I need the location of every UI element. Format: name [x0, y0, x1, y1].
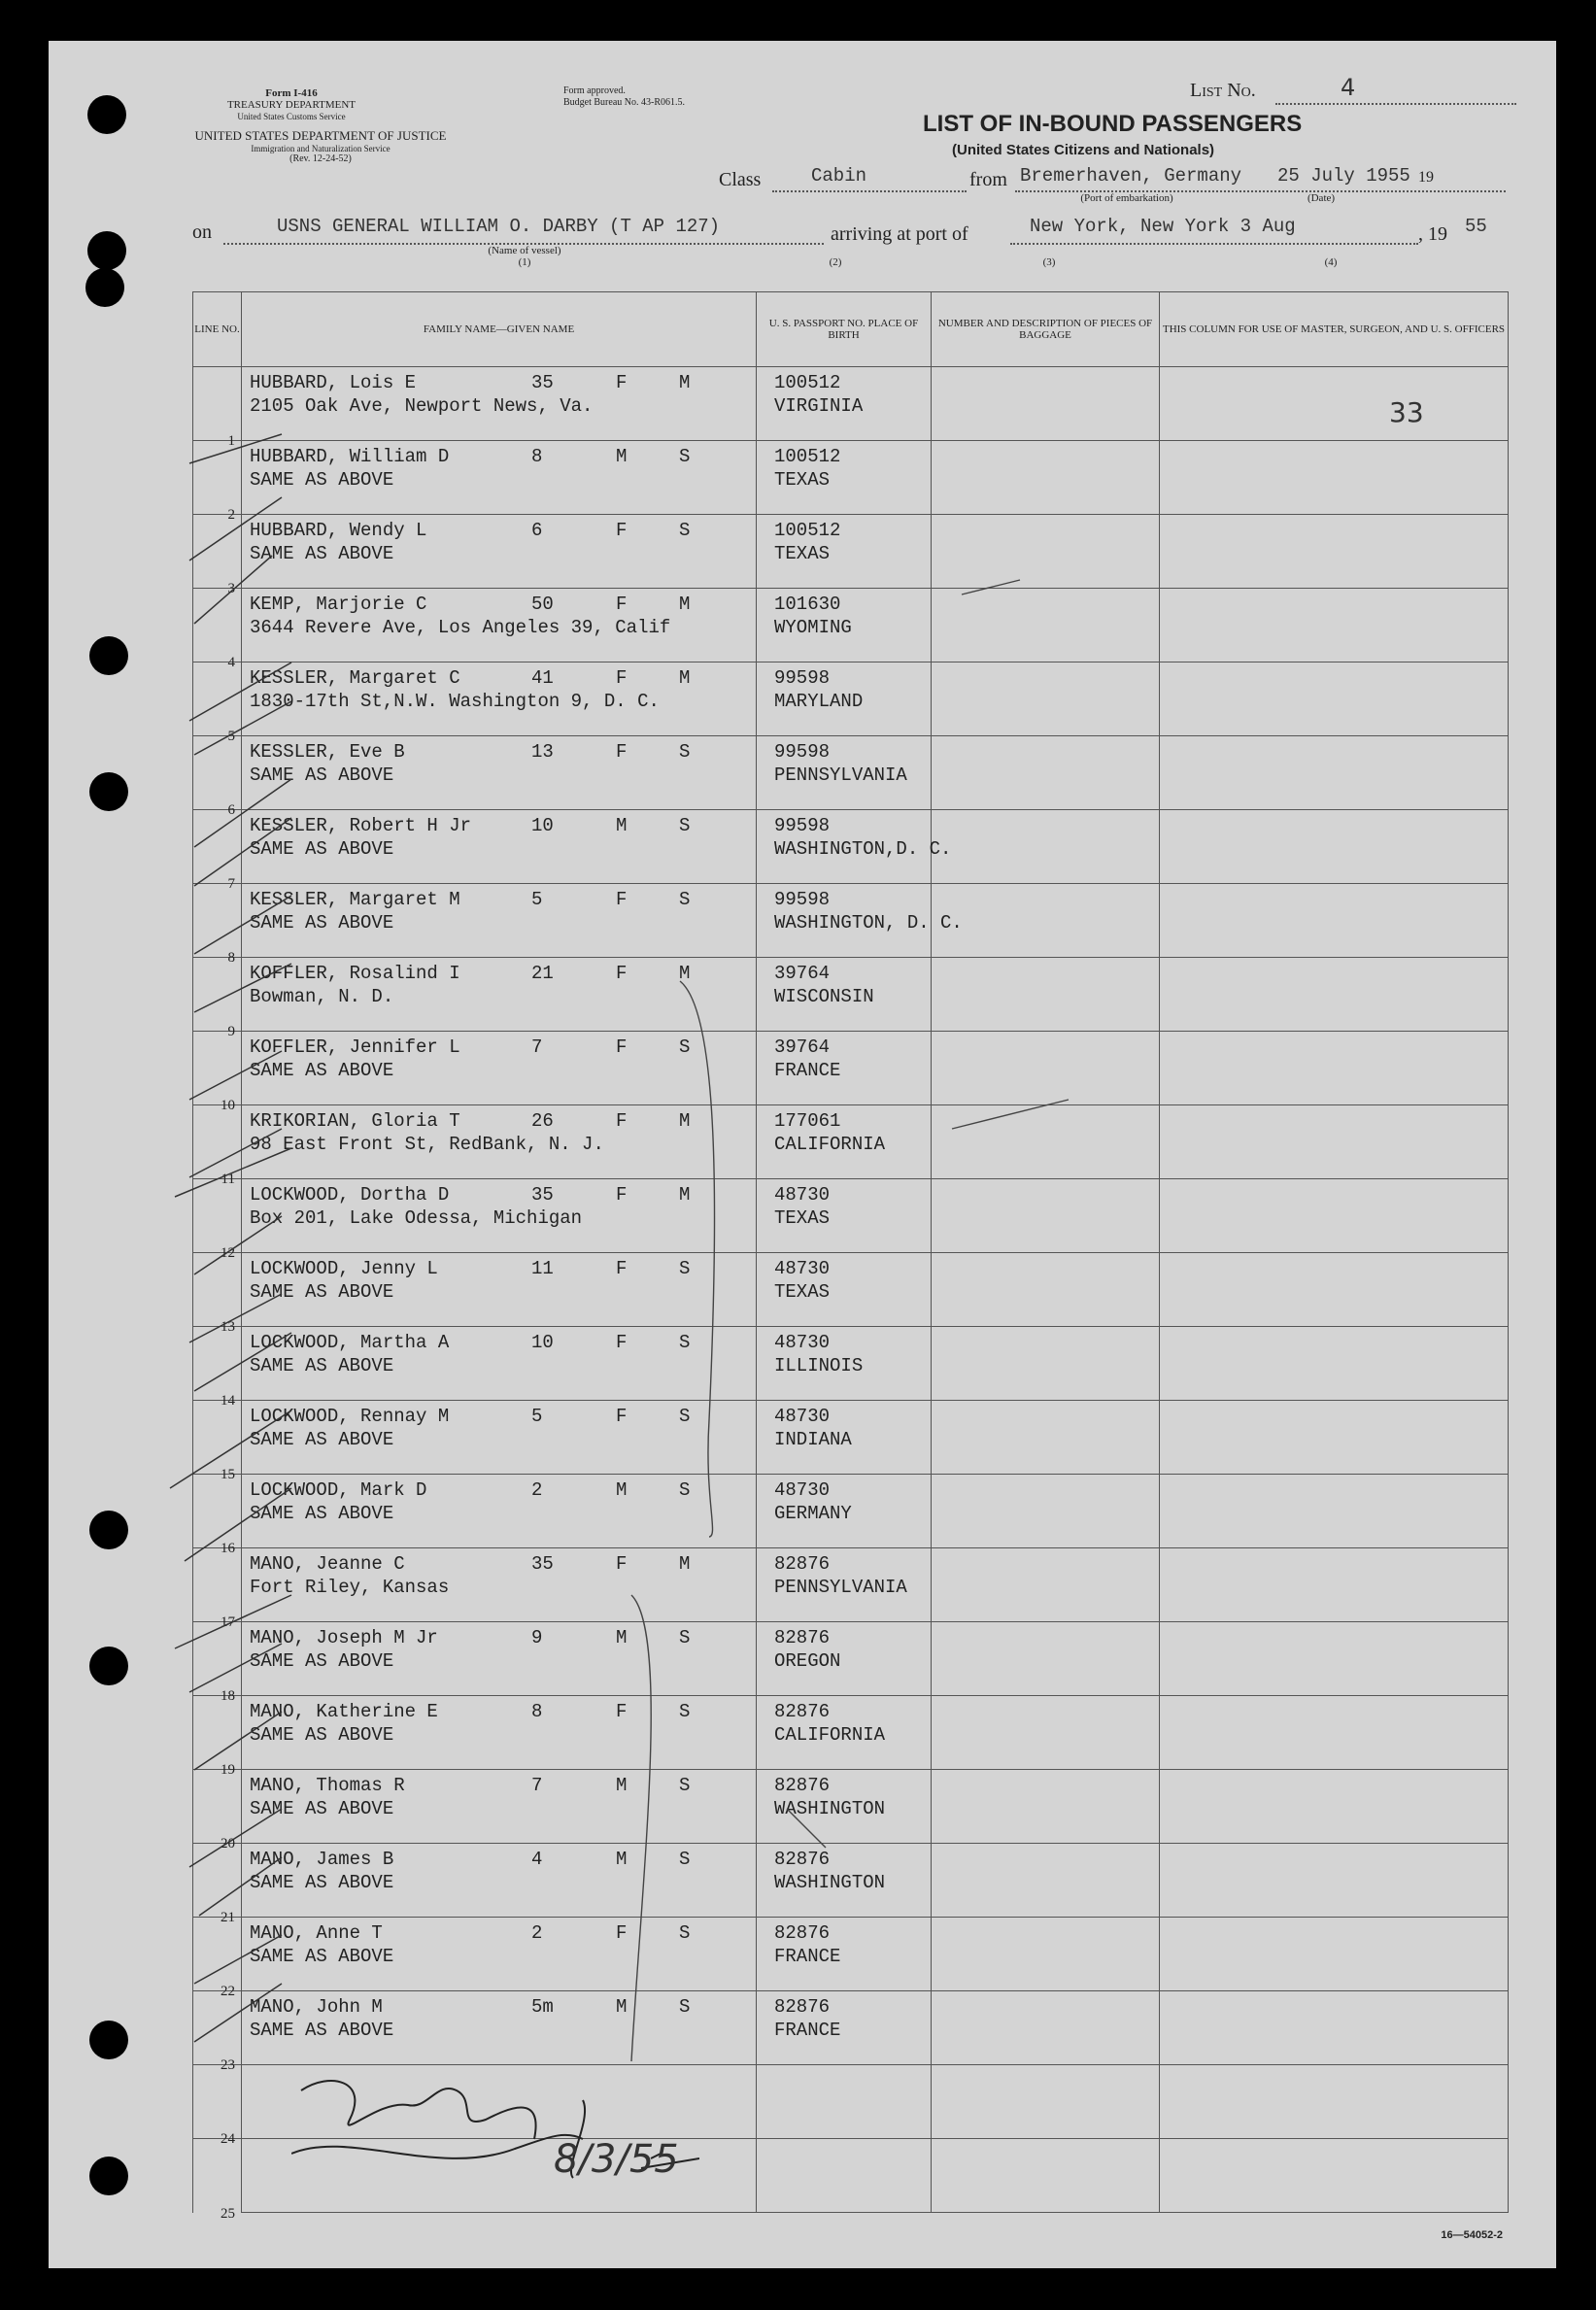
officer-note: 33: [1389, 396, 1424, 428]
line-number: 18: [221, 1688, 235, 1704]
passenger-marital-status: M: [679, 1184, 691, 1206]
passenger-age: 7: [531, 1775, 543, 1796]
passenger-sex: F: [616, 741, 628, 763]
passenger-age: 9: [531, 1627, 543, 1648]
passenger-marital-status: S: [679, 1701, 691, 1722]
place-of-birth: PENNSYLVANIA: [774, 1577, 907, 1598]
passport-number: 39764: [774, 963, 831, 984]
passenger-sex: M: [616, 1479, 628, 1501]
place-of-birth: WISCONSIN: [774, 986, 874, 1007]
line-number: 9: [227, 1024, 235, 1039]
passenger-address: SAME AS ABOVE: [250, 543, 394, 564]
form-subtitle: (United States Citizens and Nationals): [952, 142, 1215, 158]
line-number: 4: [227, 655, 235, 670]
line-number: 3: [227, 581, 235, 596]
passenger-marital-status: M: [679, 667, 691, 689]
passenger-name: HUBBARD, Lois E: [250, 372, 417, 393]
line-number: 20: [221, 1836, 235, 1851]
passenger-sex: F: [616, 667, 628, 689]
footer-code: 16—54052-2: [1441, 2229, 1503, 2241]
passenger-marital-status: S: [679, 1258, 691, 1279]
embarkation-date-value: 25 July 1955: [1277, 165, 1410, 187]
check-marks: [49, 41, 1556, 2268]
passport-number: 99598: [774, 889, 831, 910]
passenger-address: SAME AS ABOVE: [250, 838, 394, 860]
passport-number: 177061: [774, 1110, 841, 1132]
passenger-address: Fort Riley, Kansas: [250, 1577, 450, 1598]
place-of-birth: PENNSYLVANIA: [774, 764, 907, 786]
passenger-name: MANO, Jeanne C: [250, 1553, 405, 1575]
passenger-marital-status: S: [679, 741, 691, 763]
line-number: 16: [221, 1541, 235, 1556]
passenger-age: 5m: [531, 1996, 554, 2018]
place-of-birth: FRANCE: [774, 1946, 841, 1967]
passport-number: 99598: [774, 741, 831, 763]
passenger-name: LOCKWOOD, Martha A: [250, 1332, 450, 1353]
place-of-birth: TEXAS: [774, 543, 831, 564]
list-no-label: List No.: [1190, 80, 1256, 101]
passenger-age: 2: [531, 1479, 543, 1501]
passenger-name: MANO, Katherine E: [250, 1701, 438, 1722]
passenger-marital-status: S: [679, 1996, 691, 2018]
class-label: Class: [719, 169, 762, 190]
place-of-birth: WASHINGTON: [774, 1872, 886, 1893]
place-of-birth: TEXAS: [774, 1207, 831, 1229]
passenger-name: KESSLER, Robert H Jr: [250, 815, 472, 836]
date-caption: (Date): [1307, 192, 1336, 204]
passenger-marital-status: M: [679, 1553, 691, 1575]
place-of-birth: INDIANA: [774, 1429, 852, 1450]
passenger-sex: F: [616, 889, 628, 910]
passenger-age: 10: [531, 1332, 554, 1353]
on-label: on: [192, 221, 212, 243]
passenger-address: Box 201, Lake Odessa, Michigan: [250, 1207, 583, 1229]
passenger-age: 10: [531, 815, 554, 836]
line-number: 13: [221, 1319, 235, 1335]
passenger-address: SAME AS ABOVE: [250, 1724, 394, 1746]
from-label: from: [969, 169, 1007, 190]
col-num-3: (3): [1042, 256, 1056, 268]
passenger-name: MANO, Anne T: [250, 1922, 383, 1944]
binder-hole: [85, 268, 124, 307]
bracket-marks: [631, 580, 1069, 2061]
place-of-birth: FRANCE: [774, 2020, 841, 2041]
form-id: Form I-416: [265, 87, 318, 99]
passenger-name: MANO, John M: [250, 1996, 383, 2018]
passenger-address: SAME AS ABOVE: [250, 764, 394, 786]
passenger-name: LOCKWOOD, Rennay M: [250, 1406, 450, 1427]
vessel-name-value: USNS GENERAL WILLIAM O. DARBY (T AP 127): [277, 216, 721, 237]
passenger-marital-status: S: [679, 520, 691, 541]
passenger-name: MANO, James B: [250, 1849, 394, 1870]
col-officers: THIS COLUMN FOR USE OF MASTER, SURGEON, AND U. S. OFFICERS: [1160, 292, 1509, 367]
passenger-age: 2: [531, 1922, 543, 1944]
arrival-port-value: New York, New York 3 Aug: [1030, 216, 1296, 237]
passenger-sex: F: [616, 1701, 628, 1722]
passenger-address: SAME AS ABOVE: [250, 1650, 394, 1672]
passenger-marital-status: S: [679, 815, 691, 836]
passenger-age: 26: [531, 1110, 554, 1132]
passenger-name: KRIKORIAN, Gloria T: [250, 1110, 460, 1132]
passenger-sex: M: [616, 1627, 628, 1648]
year-value: 55: [1465, 216, 1487, 237]
binder-hole: [89, 636, 128, 675]
binder-hole: [89, 2021, 128, 2059]
passenger-age: 13: [531, 741, 554, 763]
line-number: 12: [221, 1245, 235, 1261]
passenger-sex: F: [616, 1036, 628, 1058]
passenger-marital-status: M: [679, 372, 691, 393]
passenger-marital-status: S: [679, 1922, 691, 1944]
passenger-sex: F: [616, 1553, 628, 1575]
col-num-1: (1): [518, 256, 531, 268]
place-of-birth: WASHINGTON,D. C.: [774, 838, 952, 860]
arriving-label: arriving at port of: [831, 223, 968, 245]
passenger-name: MANO, Thomas R: [250, 1775, 405, 1796]
passenger-marital-status: S: [679, 1332, 691, 1353]
passenger-address: SAME AS ABOVE: [250, 1946, 394, 1967]
place-of-birth: MARYLAND: [774, 691, 864, 712]
passport-number: 48730: [774, 1258, 831, 1279]
line-number: 5: [227, 729, 235, 744]
binder-hole: [89, 772, 128, 811]
passenger-sex: F: [616, 594, 628, 615]
line-number: 23: [221, 2057, 235, 2073]
form-revision: (Rev. 12-24-52): [289, 153, 352, 164]
passenger-sex: F: [616, 1922, 628, 1944]
passenger-marital-status: S: [679, 1849, 691, 1870]
binder-hole: [89, 2157, 128, 2195]
passport-number: 39764: [774, 1036, 831, 1058]
passport-number: 99598: [774, 815, 831, 836]
passenger-sex: M: [616, 446, 628, 467]
passenger-address: SAME AS ABOVE: [250, 2020, 394, 2041]
passport-number: 82876: [774, 1553, 831, 1575]
passenger-age: 5: [531, 889, 543, 910]
binder-hole: [87, 95, 126, 134]
passenger-name: HUBBARD, Wendy L: [250, 520, 427, 541]
form-approved: Form approved.: [563, 85, 626, 96]
line-number: 6: [227, 802, 235, 818]
place-of-birth: WASHINGTON, D. C.: [774, 912, 963, 934]
binder-hole: [89, 1511, 128, 1549]
place-of-birth: WYOMING: [774, 617, 852, 638]
passenger-address: 98 East Front St, RedBank, N. J.: [250, 1134, 604, 1155]
passport-number: 99598: [774, 667, 831, 689]
passenger-name: KOFFLER, Jennifer L: [250, 1036, 460, 1058]
col-name: FAMILY NAME—GIVEN NAME: [242, 292, 757, 367]
passenger-name: KESSLER, Margaret M: [250, 889, 460, 910]
passenger-sex: F: [616, 372, 628, 393]
passenger-address: SAME AS ABOVE: [250, 1060, 394, 1081]
place-of-birth: OREGON: [774, 1650, 841, 1672]
passport-number: 82876: [774, 1996, 831, 2018]
passenger-address: Bowman, N. D.: [250, 986, 394, 1007]
place-of-birth: CALIFORNIA: [774, 1134, 886, 1155]
passport-number: 101630: [774, 594, 841, 615]
col-line-no: LINE NO.: [193, 292, 242, 367]
passenger-name: MANO, Joseph M Jr: [250, 1627, 438, 1648]
line-number: 2: [227, 507, 235, 523]
passenger-sex: F: [616, 1406, 628, 1427]
passport-number: 48730: [774, 1332, 831, 1353]
passport-number: 82876: [774, 1849, 831, 1870]
passenger-sex: M: [616, 1775, 628, 1796]
place-of-birth: VIRGINIA: [774, 395, 864, 417]
document-page: [49, 41, 1556, 2268]
passenger-marital-status: S: [679, 1479, 691, 1501]
place-of-birth: TEXAS: [774, 469, 831, 491]
passenger-marital-status: S: [679, 889, 691, 910]
line-number: 10: [221, 1098, 235, 1113]
passenger-age: 21: [531, 963, 554, 984]
passenger-sex: M: [616, 1849, 628, 1870]
passenger-age: 4: [531, 1849, 543, 1870]
line-number: 8: [227, 950, 235, 966]
passenger-name: LOCKWOOD, Jenny L: [250, 1258, 438, 1279]
binder-hole: [87, 231, 126, 270]
place-of-birth: GERMANY: [774, 1503, 852, 1524]
passenger-age: 5: [531, 1406, 543, 1427]
passenger-age: 50: [531, 594, 554, 615]
port-embarkation-caption: (Port of embarkation): [1080, 192, 1173, 204]
place-of-birth: CALIFORNIA: [774, 1724, 886, 1746]
passenger-age: 7: [531, 1036, 543, 1058]
passport-number: 82876: [774, 1922, 831, 1944]
passenger-address: 1830-17th St,N.W. Washington 9, D. C.: [250, 691, 660, 712]
passport-number: 100512: [774, 520, 841, 541]
passenger-address: SAME AS ABOVE: [250, 1355, 394, 1376]
line-number: 19: [221, 1762, 235, 1778]
passenger-address: SAME AS ABOVE: [250, 1503, 394, 1524]
line-number: 14: [221, 1393, 235, 1409]
passenger-name: HUBBARD, William D: [250, 446, 450, 467]
passenger-address: SAME AS ABOVE: [250, 912, 394, 934]
passenger-age: 6: [531, 520, 543, 541]
customs-service: United States Customs Service: [237, 112, 346, 121]
place-of-birth: ILLINOIS: [774, 1355, 864, 1376]
passenger-age: 11: [531, 1258, 554, 1279]
passport-number: 100512: [774, 372, 841, 393]
passenger-address: 2105 Oak Ave, Newport News, Va.: [250, 395, 594, 417]
passport-number: 48730: [774, 1184, 831, 1206]
passenger-address: SAME AS ABOVE: [250, 1872, 394, 1893]
col-baggage: NUMBER AND DESCRIPTION OF PIECES OF BAGGAGE: [932, 292, 1160, 367]
binder-hole: [89, 1647, 128, 1685]
line-number: 21: [221, 1910, 235, 1925]
signature-date: 8/3/55: [554, 2137, 679, 2182]
passport-number: 82876: [774, 1775, 831, 1796]
passenger-marital-status: S: [679, 1775, 691, 1796]
list-no-value: 4: [1341, 74, 1356, 101]
passenger-marital-status: M: [679, 1110, 691, 1132]
passenger-name: LOCKWOOD, Dortha D: [250, 1184, 450, 1206]
passenger-age: 8: [531, 446, 543, 467]
passenger-sex: F: [616, 963, 628, 984]
passenger-address: SAME AS ABOVE: [250, 1798, 394, 1819]
ins-service: Immigration and Naturalization Service: [251, 144, 391, 153]
passenger-sex: F: [616, 1184, 628, 1206]
passenger-marital-status: S: [679, 1627, 691, 1648]
place-of-birth: FRANCE: [774, 1060, 841, 1081]
passenger-marital-status: S: [679, 1406, 691, 1427]
passenger-sex: M: [616, 815, 628, 836]
line-number: 1: [227, 433, 235, 449]
line-number: 24: [221, 2131, 235, 2147]
passenger-marital-status: S: [679, 1036, 691, 1058]
passenger-age: 8: [531, 1701, 543, 1722]
col-num-2: (2): [829, 256, 842, 268]
passenger-address: SAME AS ABOVE: [250, 1429, 394, 1450]
passenger-address: 3644 Revere Ave, Los Angeles 39, Calif: [250, 617, 671, 638]
passport-number: 48730: [774, 1479, 831, 1501]
line-tick-marks: [170, 434, 291, 2042]
passenger-marital-status: M: [679, 963, 691, 984]
line-number: 7: [227, 876, 235, 892]
form-title: LIST OF IN-BOUND PASSENGERS: [923, 111, 1303, 137]
vessel-caption: (Name of vessel): [488, 245, 561, 256]
port-embarkation-value: Bremerhaven, Germany: [1020, 165, 1242, 187]
passenger-name: KESSLER, Margaret C: [250, 667, 460, 689]
passenger-age: 35: [531, 372, 554, 393]
place-of-birth: TEXAS: [774, 1281, 831, 1303]
passenger-sex: F: [616, 1332, 628, 1353]
passenger-age: 35: [531, 1184, 554, 1206]
col-passport: U. S. PASSPORT NO. PLACE OF BIRTH: [757, 292, 932, 367]
passenger-address: SAME AS ABOVE: [250, 1281, 394, 1303]
passport-number: 100512: [774, 446, 841, 467]
passenger-address: SAME AS ABOVE: [250, 469, 394, 491]
passenger-name: KESSLER, Eve B: [250, 741, 405, 763]
budget-bureau: Budget Bureau No. 43-R061.5.: [563, 97, 685, 108]
line-number: 15: [221, 1467, 235, 1482]
line-number: 25: [221, 2205, 235, 2222]
class-value: Cabin: [811, 165, 867, 187]
line-number: 22: [221, 1984, 235, 1999]
year-label: , 19: [1418, 223, 1447, 245]
justice-dept: UNITED STATES DEPARTMENT OF JUSTICE: [194, 128, 447, 143]
passenger-sex: M: [616, 1996, 628, 2018]
passenger-name: LOCKWOOD, Mark D: [250, 1479, 427, 1501]
passenger-marital-status: S: [679, 446, 691, 467]
passenger-sex: F: [616, 520, 628, 541]
line-number: 17: [221, 1614, 235, 1630]
passenger-marital-status: M: [679, 594, 691, 615]
passport-number: 48730: [774, 1406, 831, 1427]
passenger-age: 35: [531, 1553, 554, 1575]
treasury-dept: TREASURY DEPARTMENT: [226, 99, 357, 111]
place-of-birth: WASHINGTON: [774, 1798, 886, 1819]
passport-number: 82876: [774, 1627, 831, 1648]
passenger-sex: F: [616, 1110, 628, 1132]
passenger-age: 41: [531, 667, 554, 689]
col-num-4: (4): [1324, 256, 1338, 268]
passenger-name: KEMP, Marjorie C: [250, 594, 427, 615]
passport-number: 82876: [774, 1701, 831, 1722]
line-number: 11: [221, 1172, 235, 1187]
passenger-name: KOFFLER, Rosalind I: [250, 963, 460, 984]
passenger-sex: F: [616, 1258, 628, 1279]
date-year-prefix: 19: [1418, 169, 1434, 186]
